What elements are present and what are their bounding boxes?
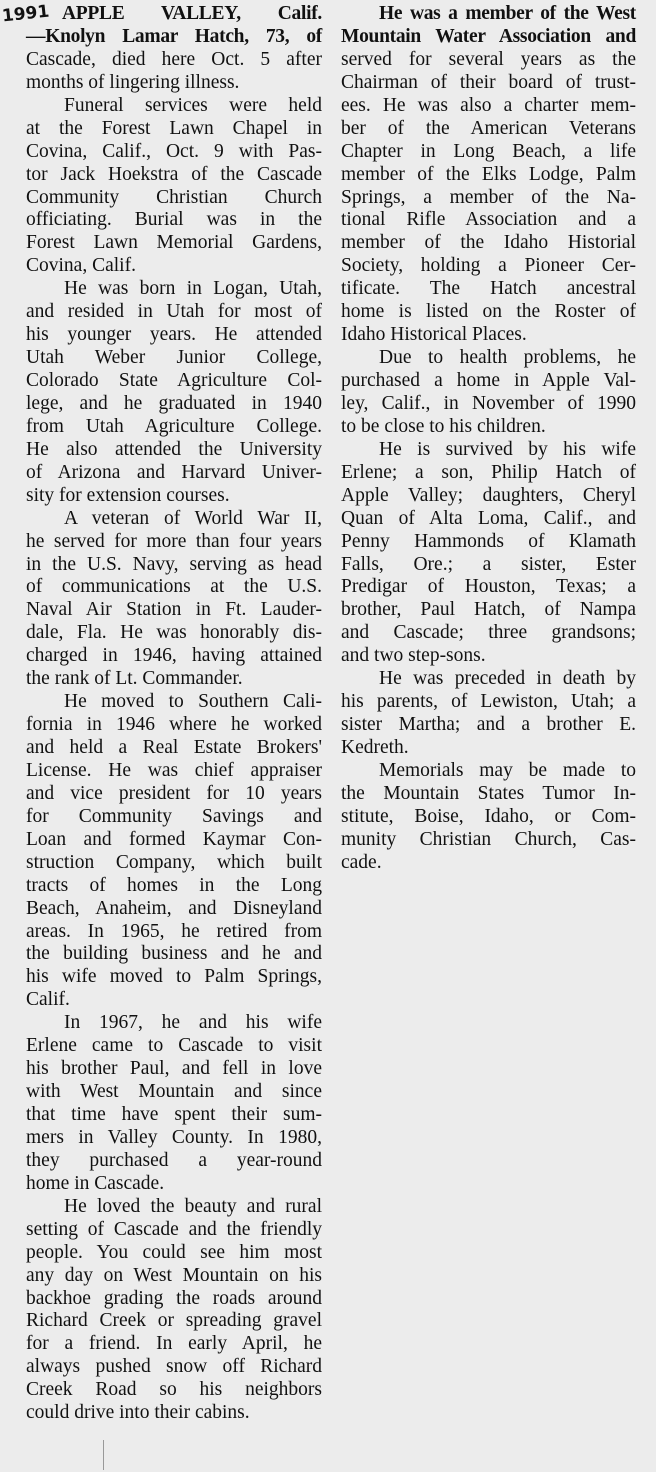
text-line: Chairman of their board of trust- bbox=[341, 71, 636, 93]
text-line: charged in 1946, having attained bbox=[26, 645, 322, 667]
text-line: Due to health problems, he bbox=[379, 347, 636, 369]
text-line: ees. He was also a charter mem- bbox=[341, 94, 636, 116]
obituary-paragraph bbox=[341, 439, 636, 668]
text-line: sity for extension courses. bbox=[26, 484, 230, 506]
text-line: dale, Fla. He was honorably dis- bbox=[26, 622, 322, 644]
text-line: tor Jack Hoekstra of the Cascade bbox=[26, 163, 322, 185]
obituary-paragraph bbox=[26, 3, 322, 95]
text-line: and held a Real Estate Brokers' bbox=[26, 737, 322, 758]
text-line: home is listed on the Roster of bbox=[341, 301, 636, 323]
text-line: he served for more than four years bbox=[26, 530, 322, 552]
text-line: Creek Road so his neighbors bbox=[26, 1379, 322, 1401]
text-line: struction Company, which built bbox=[26, 851, 322, 873]
text-line: lege, and he graduated in 1940 bbox=[26, 392, 322, 414]
text-line: Loan and formed Kaymar Con- bbox=[26, 828, 322, 850]
text-line: fornia in 1946 where he worked bbox=[26, 714, 322, 736]
text-line: his brother Paul, and fell in love bbox=[26, 1058, 322, 1080]
text-line: He was born in Logan, Utah, bbox=[64, 278, 322, 300]
text-line: Richard Creek or spreading gravel bbox=[26, 1310, 322, 1332]
text-line: Chapter in Long Beach, a life bbox=[341, 140, 636, 162]
text-line: sister Martha; and a brother E. bbox=[341, 714, 636, 736]
text-line: and Cascade; three grandsons; bbox=[341, 622, 636, 644]
text-line: served for several years as the bbox=[341, 48, 636, 70]
obituary-paragraph bbox=[26, 95, 322, 279]
text-line: to be close to his children. bbox=[341, 415, 546, 437]
text-line: Kedreth. bbox=[341, 737, 409, 758]
text-line: tional Rifle Association and a bbox=[341, 209, 636, 231]
text-line: In 1967, he and his wife bbox=[64, 1012, 322, 1034]
text-line: He loved the beauty and rural bbox=[64, 1195, 322, 1217]
handwritten-year-note: 1991 bbox=[1, 1, 51, 27]
text-line: Forest Lawn Memorial Gardens, bbox=[26, 232, 322, 254]
text-line: ber of the American Veterans bbox=[341, 117, 636, 139]
text-line: He is survived by his wife bbox=[379, 438, 636, 460]
text-line: Cascade, died here Oct. 5 after bbox=[26, 48, 322, 70]
text-line: brother, Paul Hatch, of Nampa bbox=[341, 599, 636, 621]
text-line: tracts of homes in the Long bbox=[26, 874, 322, 896]
text-line: Apple Valley; daughters, Cheryl bbox=[341, 484, 636, 506]
text-line: purchased a home in Apple Val- bbox=[341, 370, 636, 391]
text-line: Mountain Water Association and bbox=[341, 25, 636, 47]
text-line: setting of Cascade and the friendly bbox=[26, 1218, 322, 1240]
obituary-column-right bbox=[341, 3, 636, 875]
text-line: Covina, Calif., Oct. 9 with Pas- bbox=[26, 140, 322, 162]
text-line: with West Mountain and since bbox=[26, 1081, 322, 1103]
text-line: that time have spent their sum- bbox=[26, 1104, 322, 1125]
text-line: his wife moved to Palm Springs, bbox=[26, 966, 322, 988]
text-line: He was a member of the West bbox=[379, 3, 636, 24]
text-line: of Arizona and Harvard Univer- bbox=[26, 461, 322, 483]
obituary-paragraph bbox=[341, 347, 636, 439]
text-line: A veteran of World War II, bbox=[64, 507, 322, 529]
text-line: APPLE VALLEY, Calif. bbox=[62, 3, 322, 24]
text-line: for a friend. In early April, he bbox=[26, 1333, 322, 1355]
text-line: Springs, a member of the Na- bbox=[341, 186, 636, 208]
obituary-paragraph bbox=[26, 1196, 322, 1425]
text-line: cade. bbox=[341, 851, 382, 873]
text-line: months of lingering illness. bbox=[26, 71, 240, 93]
text-line: the rank of Lt. Commander. bbox=[26, 668, 243, 690]
text-line: Penny Hammonds of Klamath bbox=[341, 530, 636, 552]
text-line: Quan of Alta Loma, Calif., and bbox=[341, 507, 636, 529]
text-line: —Knolyn Lamar Hatch, 73, of bbox=[26, 25, 322, 47]
obituary-paragraph bbox=[341, 760, 636, 875]
text-line: home in Cascade. bbox=[26, 1172, 165, 1194]
text-line: Society, holding a Pioneer Cer- bbox=[341, 255, 636, 277]
text-line: of communications at the U.S. bbox=[26, 576, 322, 598]
text-line: people. You could see him most bbox=[26, 1241, 322, 1263]
text-line: Calif. bbox=[26, 989, 70, 1011]
text-line: always pushed snow off Richard bbox=[26, 1356, 322, 1378]
text-line: He also attended the University bbox=[26, 438, 322, 460]
text-line: officiating. Burial was in the bbox=[26, 209, 322, 231]
text-line: for Community Savings and bbox=[26, 805, 322, 827]
text-line: Naval Air Station in Ft. Lauder- bbox=[26, 599, 322, 621]
obituary-paragraph bbox=[341, 668, 636, 760]
text-line: member of the Idaho Historial bbox=[341, 232, 636, 254]
text-line: Colorado State Agriculture Col- bbox=[26, 370, 322, 391]
text-line: Funeral services were held bbox=[64, 94, 322, 116]
text-line: his parents, of Lewiston, Utah; a bbox=[341, 691, 636, 713]
text-line: and two step-sons. bbox=[341, 645, 486, 667]
text-line: Covina, Calif. bbox=[26, 255, 136, 277]
text-line: in the U.S. Navy, serving as head bbox=[26, 553, 322, 575]
text-line: munity Christian Church, Cas- bbox=[341, 828, 636, 850]
text-line: and resided in Utah for most of bbox=[26, 301, 322, 323]
text-line: ley, Calif., in November of 1990 bbox=[341, 392, 636, 414]
obituary-paragraph bbox=[26, 278, 322, 507]
obituary-column-left bbox=[26, 3, 322, 1425]
text-line: Idaho Historical Places. bbox=[341, 324, 527, 346]
text-line: the building business and he and bbox=[26, 943, 322, 965]
text-line: areas. In 1965, he retired from bbox=[26, 920, 322, 942]
obituary-paragraph bbox=[26, 508, 322, 692]
obituary-paragraph bbox=[341, 3, 636, 347]
text-line: stitute, Boise, Idaho, or Com- bbox=[341, 805, 636, 827]
text-line: Falls, Ore.; a sister, Ester bbox=[341, 553, 636, 575]
text-line: at the Forest Lawn Chapel in bbox=[26, 117, 322, 139]
text-line: and vice president for 10 years bbox=[26, 782, 322, 804]
text-line: Predigar of Houston, Texas; a bbox=[341, 576, 636, 598]
text-line: He moved to Southern Cali- bbox=[64, 691, 322, 713]
text-line: mers in Valley County. In 1980, bbox=[26, 1126, 322, 1148]
text-line: any day on West Mountain on his bbox=[26, 1264, 322, 1286]
obituary-paragraph bbox=[26, 1012, 322, 1196]
text-line: could drive into their cabins. bbox=[26, 1402, 250, 1424]
text-line: his younger years. He attended bbox=[26, 324, 322, 346]
text-line: from Utah Agriculture College. bbox=[26, 415, 322, 437]
text-line: backhoe grading the roads around bbox=[26, 1287, 322, 1309]
text-line: He was preceded in death by bbox=[379, 668, 636, 690]
text-line: member of the Elks Lodge, Palm bbox=[341, 163, 636, 185]
column-fold-mark bbox=[103, 1440, 104, 1470]
text-line: Memorials may be made to bbox=[379, 759, 636, 781]
text-line: they purchased a year-round bbox=[26, 1149, 322, 1171]
text-line: Community Christian Church bbox=[26, 186, 322, 208]
obituary-paragraph bbox=[26, 691, 322, 1012]
text-line: Erlene came to Cascade to visit bbox=[26, 1035, 322, 1057]
text-line: Utah Weber Junior College, bbox=[26, 347, 322, 369]
text-line: License. He was chief appraiser bbox=[26, 759, 322, 781]
text-line: Beach, Anaheim, and Disneyland bbox=[26, 897, 322, 919]
text-line: the Mountain States Tumor In- bbox=[341, 782, 636, 804]
text-line: Erlene; a son, Philip Hatch of bbox=[341, 461, 636, 483]
text-line: tificate. The Hatch ancestral bbox=[341, 278, 636, 300]
